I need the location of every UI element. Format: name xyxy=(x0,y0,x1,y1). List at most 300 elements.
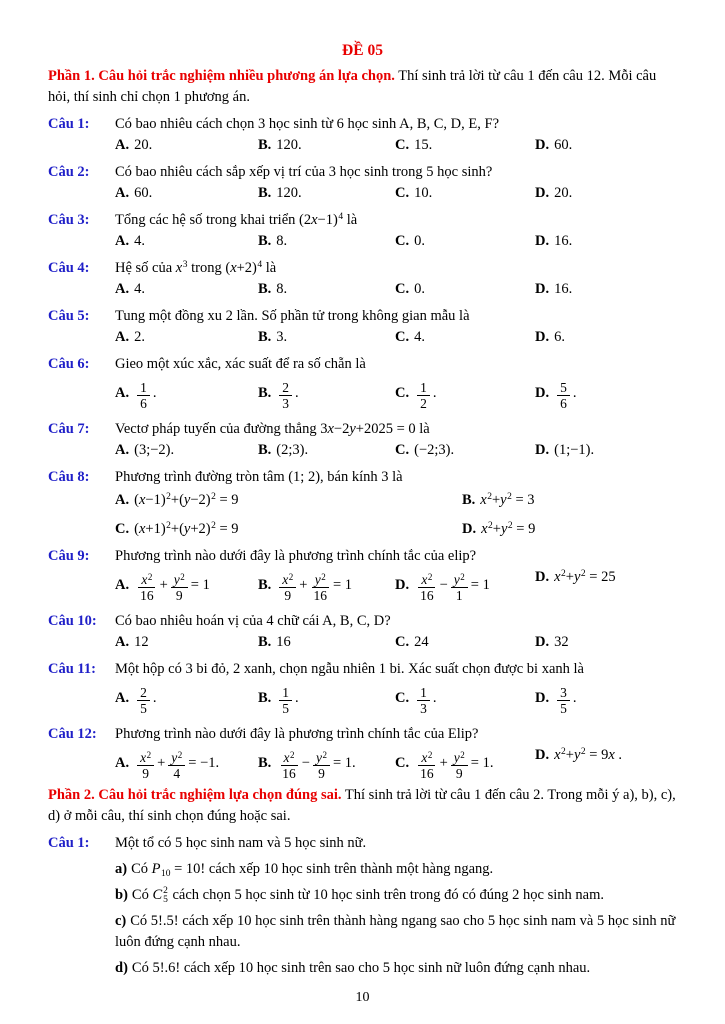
text-run: = 1. xyxy=(332,755,356,772)
option-letter: A. xyxy=(115,137,130,153)
option xyxy=(535,183,677,204)
math-variable: P xyxy=(151,861,161,877)
option xyxy=(258,231,395,252)
option xyxy=(115,231,258,252)
text-run: = 9 xyxy=(512,521,536,537)
fraction-numerator xyxy=(138,572,155,588)
text-run: −1) xyxy=(145,492,166,508)
option-letter: A. xyxy=(115,385,130,402)
text-run: ( xyxy=(134,492,139,508)
question-label: Câu 4: xyxy=(48,260,90,276)
fraction-numerator xyxy=(312,572,329,588)
options-row xyxy=(115,135,677,156)
question-header xyxy=(48,724,677,745)
part2-question-list xyxy=(48,827,677,979)
text-run: 1 xyxy=(455,588,463,603)
fraction xyxy=(279,380,292,411)
text-run: + xyxy=(565,569,574,585)
superscript: 2 xyxy=(146,750,152,760)
option-value xyxy=(554,233,572,249)
text-run: 1 xyxy=(282,685,290,700)
text-run: trong xyxy=(187,260,226,276)
option-letter: A. xyxy=(115,690,130,707)
statement-item xyxy=(115,911,677,953)
question-text xyxy=(115,114,677,135)
option-value xyxy=(276,185,301,201)
text-run: 3. xyxy=(276,329,288,345)
question xyxy=(48,611,677,653)
fraction-numerator xyxy=(281,750,298,766)
question-header xyxy=(48,546,677,567)
subscript: 5 xyxy=(163,894,168,905)
text-run: 0. xyxy=(414,233,425,249)
text-run: 16 xyxy=(420,766,434,781)
text-run: −2 xyxy=(333,421,350,437)
option xyxy=(115,327,258,348)
text-run: 60. xyxy=(134,185,153,201)
option-letter: B. xyxy=(258,329,272,345)
option xyxy=(395,327,535,348)
superscript: 2 xyxy=(561,747,566,757)
question-text xyxy=(115,162,677,183)
superscript: 2 xyxy=(460,750,465,760)
text-run: − xyxy=(439,577,448,594)
math-variable: y xyxy=(315,750,322,765)
superscript: 2 xyxy=(147,572,153,582)
option-letter: D. xyxy=(535,329,550,345)
superscript: 2 xyxy=(487,492,492,502)
question-header xyxy=(48,210,677,231)
question-header xyxy=(48,467,677,488)
option-letter: D. xyxy=(535,569,550,585)
option xyxy=(115,519,462,540)
fraction-denominator xyxy=(557,701,570,716)
question-header xyxy=(48,114,677,135)
text-run: (2 xyxy=(299,212,312,228)
fraction xyxy=(168,750,185,781)
fraction-denominator xyxy=(173,588,186,603)
question xyxy=(48,210,677,252)
option-value xyxy=(134,185,152,201)
option-letter: B. xyxy=(258,755,272,772)
option-value xyxy=(134,634,149,650)
question-header xyxy=(48,162,677,183)
fraction-denominator xyxy=(310,588,330,603)
option xyxy=(535,632,677,653)
text-run: . xyxy=(572,385,577,402)
text-run: Một tổ có 5 học sinh nam và 5 học sinh nữ. xyxy=(115,835,367,851)
option-letter: D. xyxy=(535,233,550,249)
fraction xyxy=(171,572,188,603)
superscript: 4 xyxy=(338,212,344,222)
text-run: 16 xyxy=(140,588,154,603)
options-row xyxy=(115,231,677,252)
text-run: 5 xyxy=(560,701,567,716)
superscript: 2 xyxy=(427,572,433,582)
fraction-denominator xyxy=(417,766,437,781)
part1-heading-instructions: Thí sinh trả lời từ câu 1 đến câu 12. Mỗi câu hỏi, thí sinh chỉ chọn 1 phương án. xyxy=(48,68,657,105)
question-label: Câu 7: xyxy=(48,421,90,437)
option-letter: D. xyxy=(462,521,477,537)
option xyxy=(115,490,462,511)
superscript: 2 xyxy=(211,521,216,531)
text-run: 3 xyxy=(420,701,427,716)
fraction xyxy=(313,750,330,781)
math-variable: y xyxy=(573,747,581,763)
question-text xyxy=(115,659,677,680)
option-value xyxy=(276,329,287,345)
text-run: +( xyxy=(170,492,184,508)
text-run: 3 xyxy=(560,685,567,700)
text-run: 4. xyxy=(414,329,425,345)
text-run: 2 xyxy=(282,380,290,395)
text-run: + xyxy=(565,747,574,763)
text-run: 3 xyxy=(282,396,290,411)
option-letter: A. xyxy=(115,281,130,297)
question-header xyxy=(48,258,677,279)
option xyxy=(395,440,535,461)
fraction-denominator xyxy=(137,396,150,411)
fraction-numerator xyxy=(137,750,154,766)
options-row xyxy=(115,183,677,204)
fraction-denominator xyxy=(279,701,292,716)
option xyxy=(535,745,677,783)
fraction xyxy=(279,750,299,781)
question-text xyxy=(115,258,677,279)
text-run: 4 xyxy=(173,766,181,781)
math-variable: y xyxy=(173,572,180,587)
math-variable: y xyxy=(183,521,191,537)
math-variable: x xyxy=(140,750,147,765)
option-letter: C. xyxy=(395,233,410,249)
text-run: +1) xyxy=(145,521,166,537)
fraction-numerator xyxy=(418,572,435,588)
text-run: 5 xyxy=(140,701,147,716)
superscript: 2 xyxy=(507,521,513,531)
text-run: Phương trình đường tròn tâm (1; 2), bán kính 3 là xyxy=(115,469,403,485)
text-run: . xyxy=(572,690,577,707)
math-variable: y xyxy=(453,750,460,765)
options-row xyxy=(115,632,677,653)
fraction-numerator xyxy=(168,750,185,766)
math-variable: y xyxy=(171,750,178,765)
option-value xyxy=(276,137,301,153)
math-variable: x xyxy=(554,747,561,763)
part1-heading xyxy=(48,66,677,108)
text-run: . xyxy=(432,385,437,402)
option xyxy=(115,375,258,413)
option-value xyxy=(276,380,299,411)
text-run: . xyxy=(152,690,157,707)
fraction-numerator xyxy=(451,572,468,588)
option-letter: A. xyxy=(115,634,130,650)
part1-heading-title: Phần 1. Câu hỏi trắc nghiệm nhiều phương án lựa chọn. xyxy=(48,68,395,84)
question-label: Câu 1: xyxy=(48,116,90,132)
option xyxy=(535,231,677,252)
stacked-supsub xyxy=(163,887,168,904)
option-value xyxy=(554,442,594,458)
option-value xyxy=(134,281,145,297)
option-letter: B. xyxy=(258,137,272,153)
option-value xyxy=(134,572,210,603)
text-run: 5 xyxy=(282,701,290,716)
option-value xyxy=(480,492,534,508)
superscript: 2 xyxy=(580,747,586,757)
superscript: 2 xyxy=(322,750,327,760)
subscript: 10 xyxy=(161,869,171,879)
question-text xyxy=(115,724,677,745)
text-run: Có 5!.5! cách xếp 10 học sinh trên thành hàng ngang sao cho 5 học sinh nam và 5 học sinh nữ luôn đứng cạnh nhau. xyxy=(115,913,676,950)
math-variable: x xyxy=(175,260,183,276)
fraction-denominator xyxy=(139,766,152,781)
option-letter: A. xyxy=(115,185,130,201)
text-run: = 9 xyxy=(585,747,609,763)
option xyxy=(395,745,535,783)
text-run: = 3 xyxy=(511,492,535,508)
fraction xyxy=(417,380,430,411)
statement-item xyxy=(115,958,677,979)
option xyxy=(258,375,395,413)
text-run: 9 xyxy=(142,766,149,781)
math-variable: y xyxy=(453,572,460,587)
text-run: 0. xyxy=(414,281,425,297)
fraction-denominator xyxy=(417,588,437,603)
fraction-denominator xyxy=(315,766,328,781)
question xyxy=(48,162,677,204)
statement-letter: a) xyxy=(115,861,128,877)
text-run: 2 xyxy=(420,396,427,411)
options-row xyxy=(115,279,677,300)
statement-item xyxy=(115,859,677,880)
superscript: 2 xyxy=(211,492,216,502)
option-letter: B. xyxy=(258,690,272,707)
question xyxy=(48,419,677,461)
math-variable: y xyxy=(314,572,321,587)
question-header xyxy=(48,306,677,327)
text-run: 16 xyxy=(420,588,434,603)
text-run: là xyxy=(262,260,277,276)
fraction-numerator xyxy=(451,750,468,766)
fraction xyxy=(417,685,430,716)
math-variable: y xyxy=(183,492,191,508)
fraction-numerator xyxy=(313,750,330,766)
option-letter: D. xyxy=(535,747,550,763)
option xyxy=(115,183,258,204)
text-run: 4. xyxy=(134,281,145,297)
text-run: 24 xyxy=(414,634,429,650)
question-text xyxy=(115,546,677,567)
fraction xyxy=(451,572,468,603)
option-value xyxy=(276,685,299,716)
option-letter: A. xyxy=(115,577,130,594)
option xyxy=(535,135,677,156)
option-value xyxy=(414,137,432,153)
option-value xyxy=(276,750,356,781)
fraction-numerator xyxy=(137,685,150,701)
text-run: 2. xyxy=(134,329,145,345)
statement-letter: d) xyxy=(115,960,128,976)
text-run: +2) xyxy=(236,260,257,276)
option xyxy=(395,279,535,300)
text-run: = 9 xyxy=(215,492,239,508)
text-run: Gieo một xúc xắc, xác suất để ra số chẵn là xyxy=(115,356,366,372)
text-run: 16 xyxy=(282,766,296,781)
superscript: 2 xyxy=(427,750,433,760)
fraction-numerator xyxy=(557,380,570,396)
text-run: . xyxy=(295,690,299,707)
option xyxy=(115,279,258,300)
option xyxy=(535,440,677,461)
option-letter: C. xyxy=(115,521,130,537)
option xyxy=(115,440,258,461)
fraction-numerator xyxy=(279,572,296,588)
math-variable: x xyxy=(480,492,487,508)
text-run: + xyxy=(157,755,166,772)
option-value xyxy=(414,380,437,411)
question-text xyxy=(115,467,677,488)
text-run: −1) xyxy=(317,212,338,228)
fraction xyxy=(279,685,292,716)
question-label: Câu 9: xyxy=(48,548,90,564)
math-variable: x xyxy=(481,521,488,537)
option-letter: D. xyxy=(535,385,550,402)
question-text xyxy=(115,210,677,231)
fraction-denominator xyxy=(453,588,466,603)
question-label: Câu 11: xyxy=(48,661,96,677)
option-letter: C. xyxy=(395,385,410,402)
option-value xyxy=(134,137,152,153)
fraction-numerator xyxy=(418,750,435,766)
option-value xyxy=(134,750,220,781)
option xyxy=(535,327,677,348)
options-row xyxy=(115,327,677,348)
fraction-numerator xyxy=(279,380,292,396)
question-header xyxy=(48,419,677,440)
fraction-denominator xyxy=(417,396,430,411)
option xyxy=(535,680,677,718)
superscript: 2 xyxy=(288,572,294,582)
fraction-denominator xyxy=(453,766,466,781)
text-run: − xyxy=(301,755,310,772)
option-letter: A. xyxy=(115,442,130,458)
text-run: Có bao nhiêu cách sắp xếp vị trí của 3 học sinh trong 5 học sinh? xyxy=(115,164,493,180)
options-row xyxy=(115,490,677,540)
text-run: 16. xyxy=(554,281,573,297)
option xyxy=(258,183,395,204)
option xyxy=(258,632,395,653)
text-run: + xyxy=(439,755,448,772)
superscript: 2 xyxy=(321,572,326,582)
option xyxy=(115,745,258,783)
text-run: 5 xyxy=(560,380,567,395)
text-run: Hệ số của xyxy=(115,260,176,276)
option-letter: C. xyxy=(395,634,410,650)
option-value xyxy=(554,569,616,585)
question-text xyxy=(115,354,677,375)
option-value xyxy=(481,521,535,537)
exam-title: ĐỀ 05 xyxy=(342,42,383,59)
option-letter: D. xyxy=(395,577,410,594)
math-variable: x xyxy=(311,212,318,228)
math-variable: x xyxy=(421,572,428,587)
text-run: 10. xyxy=(414,185,433,201)
text-run: (−2;3). xyxy=(414,442,455,458)
question-header xyxy=(48,659,677,680)
part1-question-list xyxy=(48,108,677,783)
option-letter: C. xyxy=(395,755,410,772)
text-run: 60. xyxy=(554,137,573,153)
option-letter: A. xyxy=(115,755,130,772)
fraction-denominator xyxy=(170,766,183,781)
text-run: + xyxy=(491,492,501,508)
option xyxy=(258,135,395,156)
question xyxy=(48,354,677,413)
question-text xyxy=(115,306,677,327)
question xyxy=(48,724,677,783)
part2-heading-instructions: Thí sinh trả lời từ câu 1 đến câu 2. Trong mỗi ý a), b), c), d) ở mỗi câu, thí sinh chọn đúng hoặc sai. xyxy=(48,787,676,824)
text-run: 4. xyxy=(134,233,145,249)
question xyxy=(48,546,677,605)
superscript: 2 xyxy=(561,569,566,579)
superscript: 2 xyxy=(166,492,171,502)
options-row xyxy=(115,680,677,718)
text-run: Vectơ pháp tuyến của đường thẳng 3 xyxy=(115,421,328,437)
option-letter: C. xyxy=(395,137,410,153)
text-run: 9 xyxy=(175,588,183,603)
text-run: −2) xyxy=(190,492,211,508)
option-letter: C. xyxy=(395,442,410,458)
text-run: = −1. xyxy=(188,755,220,772)
fraction-denominator xyxy=(281,588,294,603)
fraction xyxy=(137,750,154,781)
option-letter: B. xyxy=(258,385,272,402)
option-value xyxy=(554,137,572,153)
option xyxy=(395,632,535,653)
fraction-numerator xyxy=(279,685,292,701)
question-text xyxy=(115,419,677,440)
fraction xyxy=(557,380,570,411)
math-variable: y xyxy=(349,421,356,437)
option xyxy=(258,327,395,348)
option-value xyxy=(414,233,425,249)
math-variable: y xyxy=(500,521,508,537)
option-letter: C. xyxy=(395,690,410,707)
text-run: (1;−1). xyxy=(554,442,595,458)
option-letter: A. xyxy=(115,329,130,345)
part2-heading xyxy=(48,785,677,827)
option-value xyxy=(414,281,425,297)
fraction-numerator xyxy=(557,685,570,701)
fraction-numerator xyxy=(171,572,188,588)
option-letter: B. xyxy=(258,233,272,249)
option xyxy=(395,567,535,605)
text-run: = 1 xyxy=(332,577,353,594)
fraction xyxy=(557,685,570,716)
option xyxy=(115,135,258,156)
option-value xyxy=(276,281,287,297)
superscript: 2 xyxy=(507,492,512,502)
option-value xyxy=(554,380,577,411)
text-run: 15. xyxy=(414,137,433,153)
fraction-denominator xyxy=(417,701,430,716)
page-number: 10 xyxy=(355,990,370,1005)
option-value xyxy=(276,442,308,458)
text-run: 1 xyxy=(420,685,427,700)
math-variable: x xyxy=(230,260,237,276)
option xyxy=(258,680,395,718)
option xyxy=(395,680,535,718)
text-run: . xyxy=(432,690,437,707)
